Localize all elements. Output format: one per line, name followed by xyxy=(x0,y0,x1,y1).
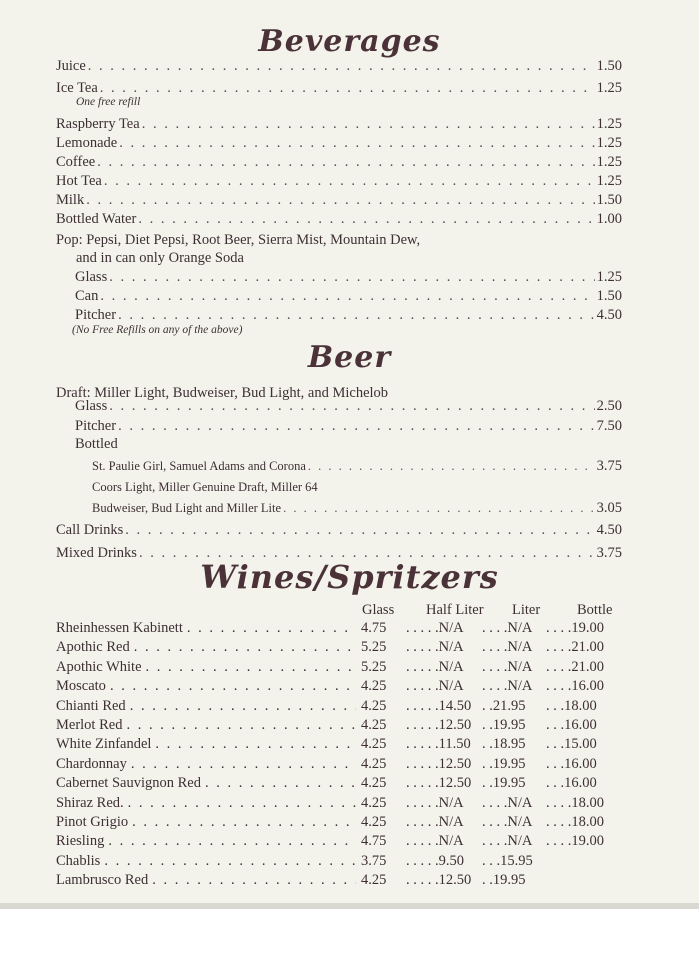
wine-glass-price: 4.25 xyxy=(361,697,387,714)
item-price: 3.05 xyxy=(596,500,622,516)
wine-glass-price: 4.75 xyxy=(361,620,387,636)
wine-liter-price: . . .15.95 xyxy=(482,852,533,869)
bottled-row-2 xyxy=(92,500,622,520)
pop-line-1: Pop: Pepsi, Diet Pepsi, Root Beer, Sierra Mist, Mountain Dew, xyxy=(56,232,421,248)
wines-title: Wines/Spritzers xyxy=(200,558,499,596)
item-price: 1.50 xyxy=(596,288,622,304)
wine-liter-price: . . . .N/A xyxy=(482,833,533,850)
wine-label: White Zinfandel xyxy=(56,736,152,753)
wine-label: Cabernet Sauvignon Red xyxy=(56,775,201,792)
dot-leader xyxy=(126,717,356,734)
dot-leader xyxy=(100,80,595,97)
menu-row xyxy=(56,80,622,100)
item-name: Juice xyxy=(56,58,86,74)
item-price: 4.50 xyxy=(596,307,622,323)
wine-half-liter-price: . . . . .9.50 xyxy=(406,852,464,869)
wine-name xyxy=(56,639,356,659)
wine-label: Merlot Red xyxy=(56,717,123,733)
item-price: 1.25 xyxy=(596,154,622,170)
wine-glass-price: 4.25 xyxy=(361,775,387,792)
wine-label: Rheinhessen Kabinett xyxy=(56,620,183,636)
item-name: St. Paulie Girl, Samuel Adams and Corona xyxy=(92,459,306,473)
item-name: Raspberry Tea xyxy=(56,116,140,132)
wine-half-liter-price: . . . . .14.50 xyxy=(406,697,472,714)
item-price: 3.75 xyxy=(596,545,622,561)
wine-bottle-price: . . . .16.00 xyxy=(546,678,604,695)
wine-half-liter-price: . . . . .12.50 xyxy=(406,872,472,889)
wine-glass-price: 4.75 xyxy=(361,833,387,850)
dot-leader xyxy=(118,307,595,324)
item-price: 1.25 xyxy=(596,80,622,96)
wine-half-liter-price: . . . . .N/A xyxy=(406,678,464,695)
wine-liter-price: . . . .N/A xyxy=(482,794,533,811)
dot-leader xyxy=(104,853,356,870)
wine-glass-price: 4.25 xyxy=(361,736,387,753)
wine-liter-price: . .19.95 xyxy=(482,717,526,733)
wine-label: Pinot Grigio xyxy=(56,814,129,830)
wine-name xyxy=(56,678,356,698)
item-name: Lemonade xyxy=(56,135,118,151)
menu-row xyxy=(75,398,622,418)
wine-label: Moscato xyxy=(56,678,106,695)
dot-leader xyxy=(109,398,594,415)
dot-leader xyxy=(155,736,356,753)
wine-liter-price: . .18.95 xyxy=(482,736,526,753)
wine-label: Riesling xyxy=(56,833,105,850)
header-glass: Glass xyxy=(362,602,395,618)
dot-leader xyxy=(131,756,356,773)
menu-row xyxy=(75,269,622,289)
bottled-row-1 xyxy=(92,458,622,478)
pop-line-2: and in can only Orange Soda xyxy=(76,250,244,266)
wine-liter-price: . .19.95 xyxy=(482,755,526,772)
menu-row xyxy=(56,211,622,231)
wine-bottle-price: . . . .18.00 xyxy=(546,814,604,830)
beverages-title: Beverages xyxy=(258,24,441,59)
menu-row xyxy=(56,58,622,78)
header-half-liter: Half Liter xyxy=(426,602,484,618)
wine-half-liter-price: . . . . .N/A xyxy=(406,639,464,656)
dot-leader xyxy=(125,522,594,539)
menu-row xyxy=(56,116,622,136)
wine-bottle-price: . . .18.00 xyxy=(546,697,597,714)
no-refill-note: (No Free Refills on any of the above) xyxy=(72,324,243,336)
header-liter: Liter xyxy=(512,602,541,618)
wine-glass-price: 4.25 xyxy=(361,678,387,695)
wine-bottle-price: . . .16.00 xyxy=(546,755,597,772)
item-price: 1.25 xyxy=(596,269,622,285)
item-price: 1.25 xyxy=(596,135,622,151)
wine-liter-price: . . . .N/A xyxy=(482,678,533,695)
item-name: Can xyxy=(75,288,99,304)
bottled-line-2: Coors Light, Miller Genuine Draft, Miller 64 xyxy=(92,480,318,494)
dot-leader xyxy=(138,211,594,228)
menu-row xyxy=(56,135,622,155)
wine-label: Shiraz Red. xyxy=(56,794,124,811)
wine-half-liter-price: . . . . .12.50 xyxy=(406,755,472,772)
wine-label: Chablis xyxy=(56,852,101,869)
dot-leader xyxy=(97,154,594,171)
wine-bottle-price: . . . .18.00 xyxy=(546,794,604,811)
wine-label: Chianti Red xyxy=(56,697,126,714)
dot-leader xyxy=(86,192,594,209)
dot-leader xyxy=(146,659,356,676)
wine-name xyxy=(56,620,356,640)
dot-leader xyxy=(132,814,356,831)
wine-name xyxy=(56,795,356,815)
item-name: Bottled Water xyxy=(56,211,137,227)
wine-bottle-price: . . .16.00 xyxy=(546,717,597,733)
item-price: 1.00 xyxy=(596,211,622,227)
dot-leader xyxy=(88,58,595,75)
dot-leader xyxy=(205,775,356,792)
item-price: 1.25 xyxy=(596,116,622,132)
dot-leader xyxy=(130,698,356,715)
menu-row xyxy=(56,192,622,212)
wine-half-liter-price: . . . . .N/A xyxy=(406,814,464,830)
wine-label: Apothic Red xyxy=(56,639,130,656)
wine-name xyxy=(56,756,356,776)
wine-half-liter-price: . . . . .N/A xyxy=(406,833,464,850)
wine-name xyxy=(56,698,356,718)
item-name: Hot Tea xyxy=(56,173,102,189)
item-name: Call Drinks xyxy=(56,522,124,538)
wine-liter-price: . .19.95 xyxy=(482,872,526,889)
item-name: Budweiser, Bud Light and Miller Lite xyxy=(92,501,282,515)
wine-glass-price: 4.25 xyxy=(361,814,387,830)
wine-liter-price: . . . .N/A xyxy=(482,658,533,675)
dot-leader xyxy=(308,459,595,474)
item-name: Glass xyxy=(75,269,108,285)
wine-half-liter-price: . . . . .N/A xyxy=(406,658,464,675)
wine-glass-price: 5.25 xyxy=(361,639,387,656)
menu-row xyxy=(75,418,622,438)
item-price: 7.50 xyxy=(596,418,622,434)
wine-half-liter-price: . . . . .12.50 xyxy=(406,775,472,792)
wine-name xyxy=(56,659,356,679)
wine-liter-price: . .19.95 xyxy=(482,775,526,792)
wine-liter-price: . . . .N/A xyxy=(482,814,533,830)
item-name: Glass xyxy=(75,398,108,414)
ice-tea-note: One free refill xyxy=(76,96,141,108)
wine-bottle-price: . . .16.00 xyxy=(546,775,597,792)
wine-name xyxy=(56,775,356,795)
wine-glass-price: 4.25 xyxy=(361,794,387,811)
wine-liter-price: . .21.95 xyxy=(482,697,526,714)
wine-name xyxy=(56,853,356,873)
item-name: Milk xyxy=(56,192,85,208)
dot-leader xyxy=(100,288,594,305)
wine-name xyxy=(56,833,356,853)
item-price: 2.50 xyxy=(596,398,622,414)
item-name: Pitcher xyxy=(75,418,117,434)
beer-title: Beer xyxy=(307,340,392,375)
wine-half-liter-price: . . . . .N/A xyxy=(406,794,464,811)
wine-name xyxy=(56,872,356,892)
wine-glass-price: 4.25 xyxy=(361,872,387,889)
dot-leader xyxy=(134,639,356,656)
dot-leader xyxy=(128,795,356,812)
item-price: 4.50 xyxy=(596,522,622,538)
wine-label: Apothic White xyxy=(56,658,142,675)
dot-leader xyxy=(104,173,595,190)
wine-bottle-price: . . . .21.00 xyxy=(546,639,604,656)
dot-leader xyxy=(119,135,594,152)
item-name: Mixed Drinks xyxy=(56,545,137,561)
wine-bottle-price: . . . .21.00 xyxy=(546,658,604,675)
wine-half-liter-price: . . . . .11.50 xyxy=(406,736,471,753)
dot-leader xyxy=(110,678,356,695)
dot-leader xyxy=(152,872,356,889)
item-price: 1.25 xyxy=(596,173,622,189)
item-name: Coffee xyxy=(56,154,96,170)
menu-row xyxy=(56,173,622,193)
wine-bottle-price: . . .15.00 xyxy=(546,736,597,753)
header-bottle: Bottle xyxy=(577,602,613,618)
wine-name xyxy=(56,814,356,834)
item-price: 1.50 xyxy=(596,192,622,208)
page-edge xyxy=(0,903,699,909)
wine-half-liter-price: . . . . .N/A xyxy=(406,620,464,636)
wine-bottle-price: . . . .19.00 xyxy=(546,620,604,636)
menu-row xyxy=(75,288,622,308)
item-price: 3.75 xyxy=(596,458,622,474)
item-price: 1.50 xyxy=(596,58,622,74)
dot-leader xyxy=(283,501,595,516)
wine-glass-price: 4.25 xyxy=(361,717,387,733)
wine-liter-price: . . . .N/A xyxy=(482,639,533,656)
dot-leader xyxy=(187,620,356,637)
call-drinks-row xyxy=(56,522,622,542)
wine-half-liter-price: . . . . .12.50 xyxy=(406,717,472,733)
dot-leader xyxy=(109,269,594,286)
wine-name xyxy=(56,736,356,756)
bottled-label: Bottled xyxy=(75,436,118,452)
wine-bottle-price: . . . .19.00 xyxy=(546,833,604,850)
dot-leader xyxy=(142,116,595,133)
dot-leader xyxy=(108,833,356,850)
menu-row xyxy=(56,154,622,174)
wine-liter-price: . . . .N/A xyxy=(482,620,533,636)
item-name: Ice Tea xyxy=(56,80,98,96)
dot-leader xyxy=(118,418,595,435)
wine-glass-price: 3.75 xyxy=(361,852,387,869)
draft-line: Draft: Miller Light, Budweiser, Bud Light, and Michelob xyxy=(56,385,389,401)
wine-label: Chardonnay xyxy=(56,755,127,772)
item-name: Pitcher xyxy=(75,307,117,323)
wine-label: Lambrusco Red xyxy=(56,872,149,889)
wine-glass-price: 4.25 xyxy=(361,755,387,772)
wine-name xyxy=(56,717,356,737)
wine-glass-price: 5.25 xyxy=(361,658,387,675)
